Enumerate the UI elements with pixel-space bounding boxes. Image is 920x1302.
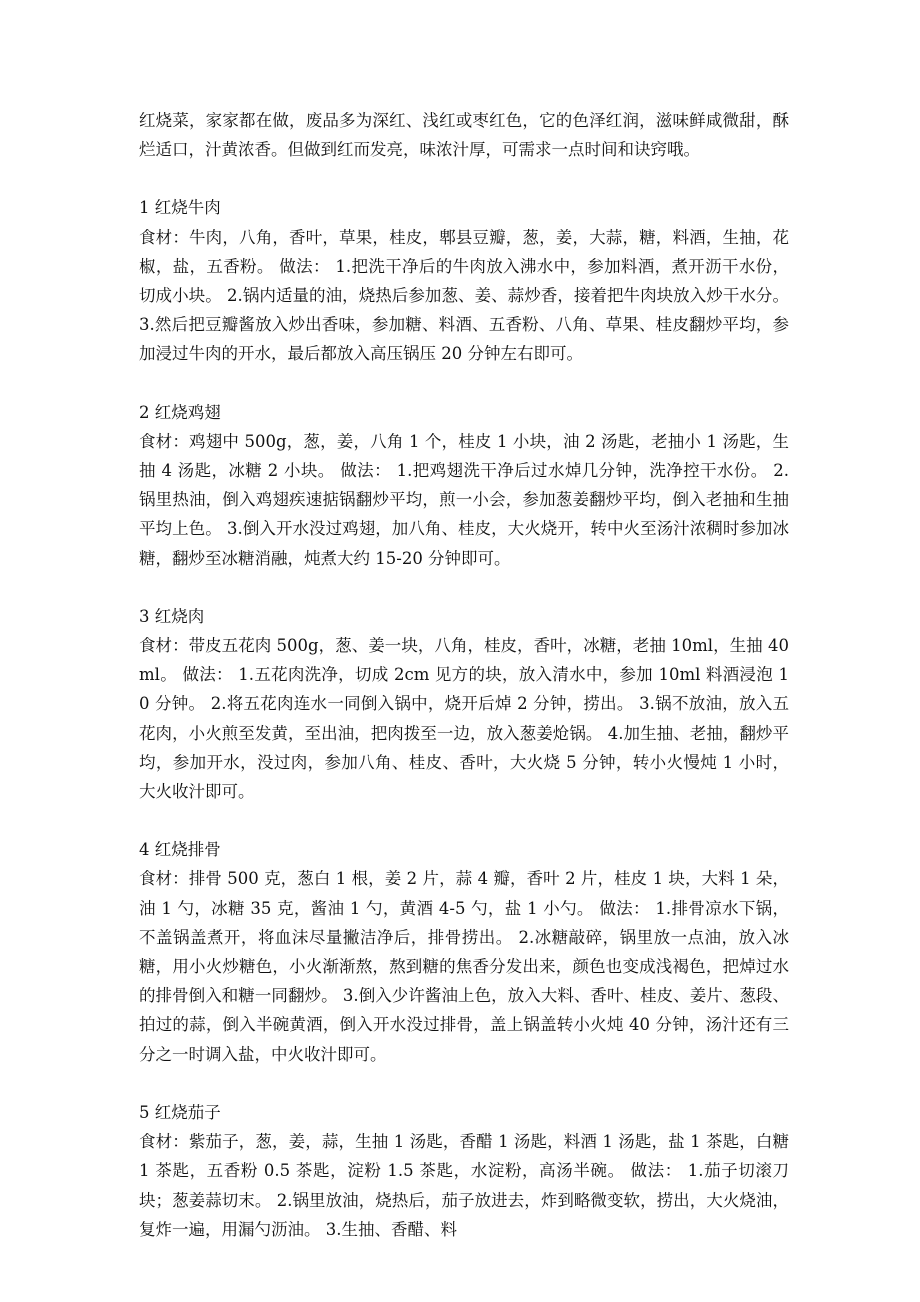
recipe-section-4 xyxy=(139,835,789,1069)
recipe-body: 食材：排骨 500 克，葱白 1 根，姜 2 片，蒜 4 瓣，香叶 2 片，桂皮 1 块，大料 1 朵，油 1 勺，冰糖 35 克，酱油 1 勺，黄酒 4-5 勺，盐 1 小勺。 做法： 1.排骨凉水下锅，不盖锅盖煮开，将血沫尽量撇洁净后，排骨捞出。 2.冰糖敲碎，锅里放一点油，放入冰糖，用小火炒糖色，小火渐渐熬，熬到糖的焦香分发出来，颜色也变成浅褐色，把焯过水的排骨倒入和糖一同翻炒。 3.倒入少许酱油上色，放入大料、香叶、桂皮、姜片、葱段、拍过的蒜，倒入半碗黄酒，倒入开水没过排骨，盖上锅盖转小火炖 40 分钟，汤汁还有三分之一时调入盐，中火收汁即可。 xyxy=(139,869,789,1064)
recipe-section-5 xyxy=(139,1098,789,1244)
recipe-title: 1 红烧牛肉 xyxy=(139,198,221,218)
intro-paragraph: 红烧菜，家家都在做，废品多为深红、浅红或枣红色，它的色泽红润，滋味鲜咸微甜，酥烂适口，汁黄浓香。但做到红而发亮，味浓汁厚，可需求一点时间和诀窍哦。 xyxy=(139,111,789,160)
recipe-body: 食材：牛肉，八角，香叶，草果，桂皮，郫县豆瓣，葱，姜，大蒜，糖，料酒，生抽，花椒，盐，五香粉。 做法： 1.把洗干净后的牛肉放入沸水中，参加料酒，煮开沥干水份，切成小块。 2.锅内适量的油，烧热后参加葱、姜、蒜炒香，接着把牛肉块放入炒干水分。 3.然后把豆瓣酱放入炒出香味，参加糖、料酒、五香粉、八角、草果、桂皮翻炒平均，参加浸过牛肉的开水，最后都放入高压锅压 20 分钟左右即可。 xyxy=(139,227,789,364)
document-page xyxy=(139,106,789,1273)
recipe-body: 食材：紫茄子，葱，姜，蒜，生抽 1 汤匙，香醋 1 汤匙，料酒 1 汤匙，盐 1 茶匙，白糖 1 茶匙，五香粉 0.5 茶匙，淀粉 1.5 茶匙，水淀粉，高汤半碗。 做法： 1.茄子切滚刀块；葱姜蒜切末。 2.锅里放油，烧热后，茄子放进去，炸到略微变软，捞出，大火烧油，复炸一遍，用漏勺沥油。 3.生抽、香醋、料 xyxy=(139,1132,789,1239)
recipe-title: 2 红烧鸡翅 xyxy=(139,402,221,422)
recipe-title: 3 红烧肉 xyxy=(139,606,205,626)
recipe-title: 5 红烧茄子 xyxy=(139,1102,221,1122)
recipe-body: 食材：鸡翅中 500g，葱，姜，八角 1 个，桂皮 1 小块，油 2 汤匙，老抽小 1 汤匙，生抽 4 汤匙，冰糖 2 小块。 做法： 1.把鸡翅洗干净后过水焯几分钟，洗净控干水份。 2.锅里热油，倒入鸡翅疾速掂锅翻炒平均，煎一小会，参加葱姜翻炒平均，倒入老抽和生抽平均上色。 3.倒入开水没过鸡翅，加八角、桂皮，大火烧开，转中火至汤汁浓稠时参加冰糖，翻炒至冰糖消融，炖煮大约 15-20 分钟即可。 xyxy=(139,431,789,568)
recipe-body: 食材：带皮五花肉 500g，葱、姜一块，八角，桂皮，香叶，冰糖，老抽 10ml，生抽 40ml。 做法： 1.五花肉洗净，切成 2cm 见方的块，放入清水中，参加 10ml 料酒浸泡 10 分钟。 2.将五花肉连水一同倒入锅中，烧开后焯 2 分钟，捞出。 3.锅不放油，放入五花肉，小火煎至发黄，至出油，把肉拨至一边，放入葱姜炝锅。 4.加生抽、老抽，翻炒平均，参加开水，没过肉，参加八角、桂皮、香叶，大火烧 5 分钟，转小火慢炖 1 小时，大火收汁即可。 xyxy=(139,636,789,802)
recipe-section-1 xyxy=(139,193,789,368)
recipe-section-2 xyxy=(139,398,789,573)
recipe-section-3 xyxy=(139,602,789,806)
recipe-title: 4 红烧排骨 xyxy=(139,840,221,860)
